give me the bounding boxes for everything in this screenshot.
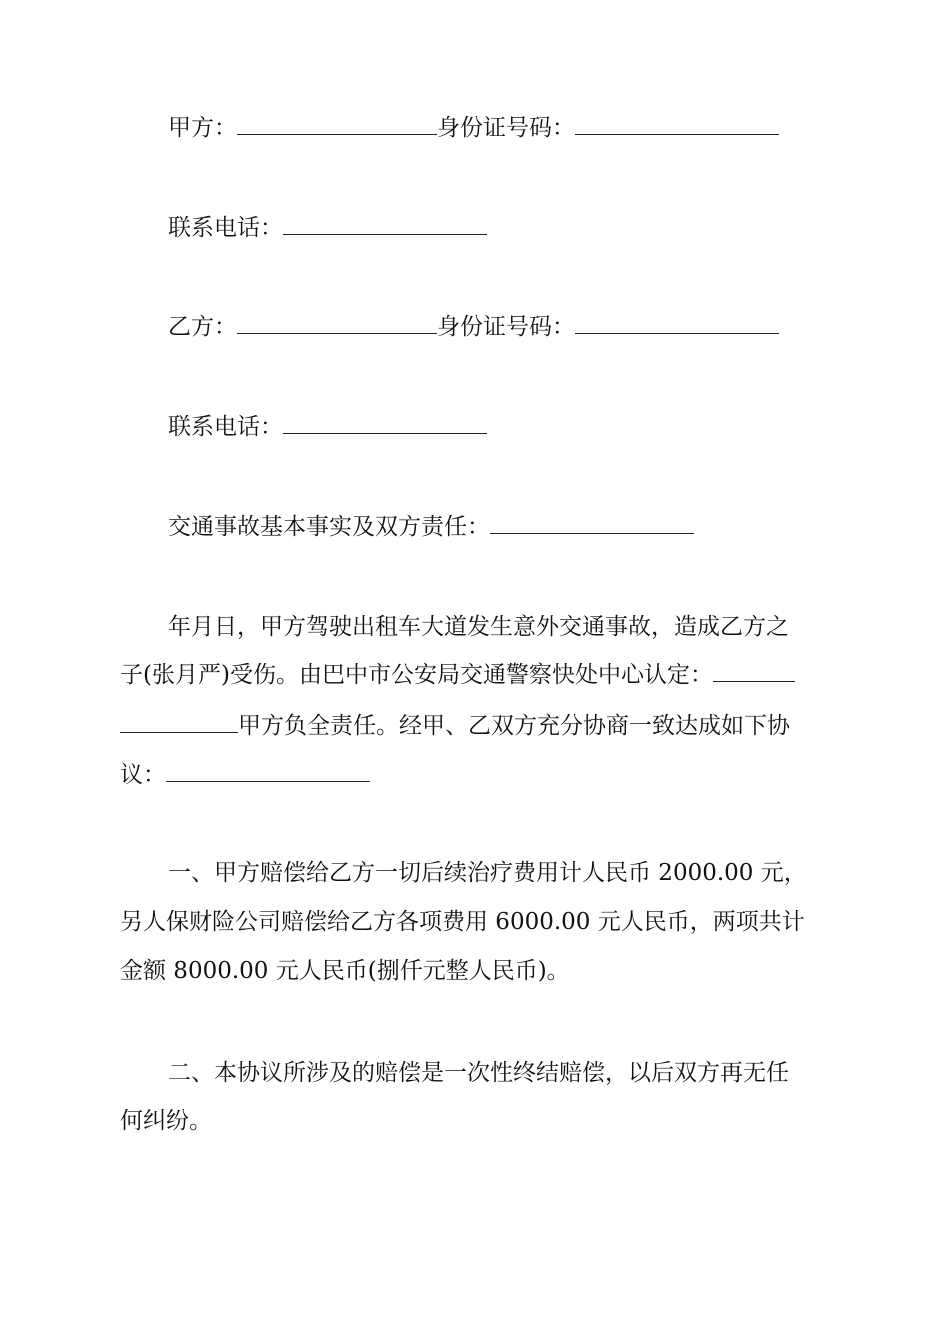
- facts-line-4-text: 议：: [120, 762, 166, 788]
- party-b-blank[interactable]: [237, 313, 437, 334]
- party-a-label: 甲方：: [168, 115, 237, 141]
- facts-line-3-text: 甲方负全责任。经甲、乙双方充分协商一致达成如下协: [238, 713, 790, 739]
- party-a-row: [168, 114, 779, 142]
- clause-2-line-1: 二、本协议所涉及的赔偿是一次性终结赔偿，以后双方再无任: [168, 1060, 789, 1086]
- determination-blank-a[interactable]: [713, 661, 795, 682]
- phone-a-blank[interactable]: [283, 214, 487, 235]
- clause-1-line-3: 金额 8000.00 元人民币(捌仟元整人民币)。: [120, 958, 570, 984]
- facts-line-2: [120, 661, 795, 689]
- clause-1-line-1: 一、甲方赔偿给乙方一切后续治疗费用计人民币 2000.00 元，: [168, 860, 807, 886]
- phone-label-a: 联系电话：: [168, 215, 283, 241]
- facts-line-2-text: 子(张月严)受伤。由巴中市公安局交通警察快处中心认定：: [120, 662, 713, 688]
- facts-blank[interactable]: [490, 513, 694, 534]
- clause-2-line-2: 何纠纷。: [120, 1108, 212, 1134]
- party-b-label: 乙方：: [168, 314, 237, 340]
- phone-label-b: 联系电话：: [168, 414, 283, 440]
- id-label-b: 身份证号码：: [437, 314, 575, 340]
- facts-label: 交通事故基本事实及双方责任：: [168, 514, 490, 540]
- party-b-row: [168, 313, 779, 341]
- facts-line-1: 年月日，甲方驾驶出租车大道发生意外交通事故，造成乙方之: [168, 614, 789, 640]
- phone-b-blank[interactable]: [283, 413, 487, 434]
- clause-1-line-2: 另人保财险公司赔偿给乙方各项费用 6000.00 元人民币，两项共计: [120, 909, 805, 935]
- id-label-a: 身份证号码：: [437, 115, 575, 141]
- phone-a-row: [168, 214, 487, 242]
- phone-b-row: [168, 413, 487, 441]
- facts-row: [168, 513, 694, 541]
- agreement-blank[interactable]: [166, 761, 370, 782]
- facts-line-4: [120, 761, 370, 789]
- party-a-blank[interactable]: [237, 114, 437, 135]
- id-a-blank[interactable]: [575, 114, 779, 135]
- facts-line-3: [120, 712, 790, 740]
- id-b-blank[interactable]: [575, 313, 779, 334]
- determination-blank-b[interactable]: [120, 712, 238, 733]
